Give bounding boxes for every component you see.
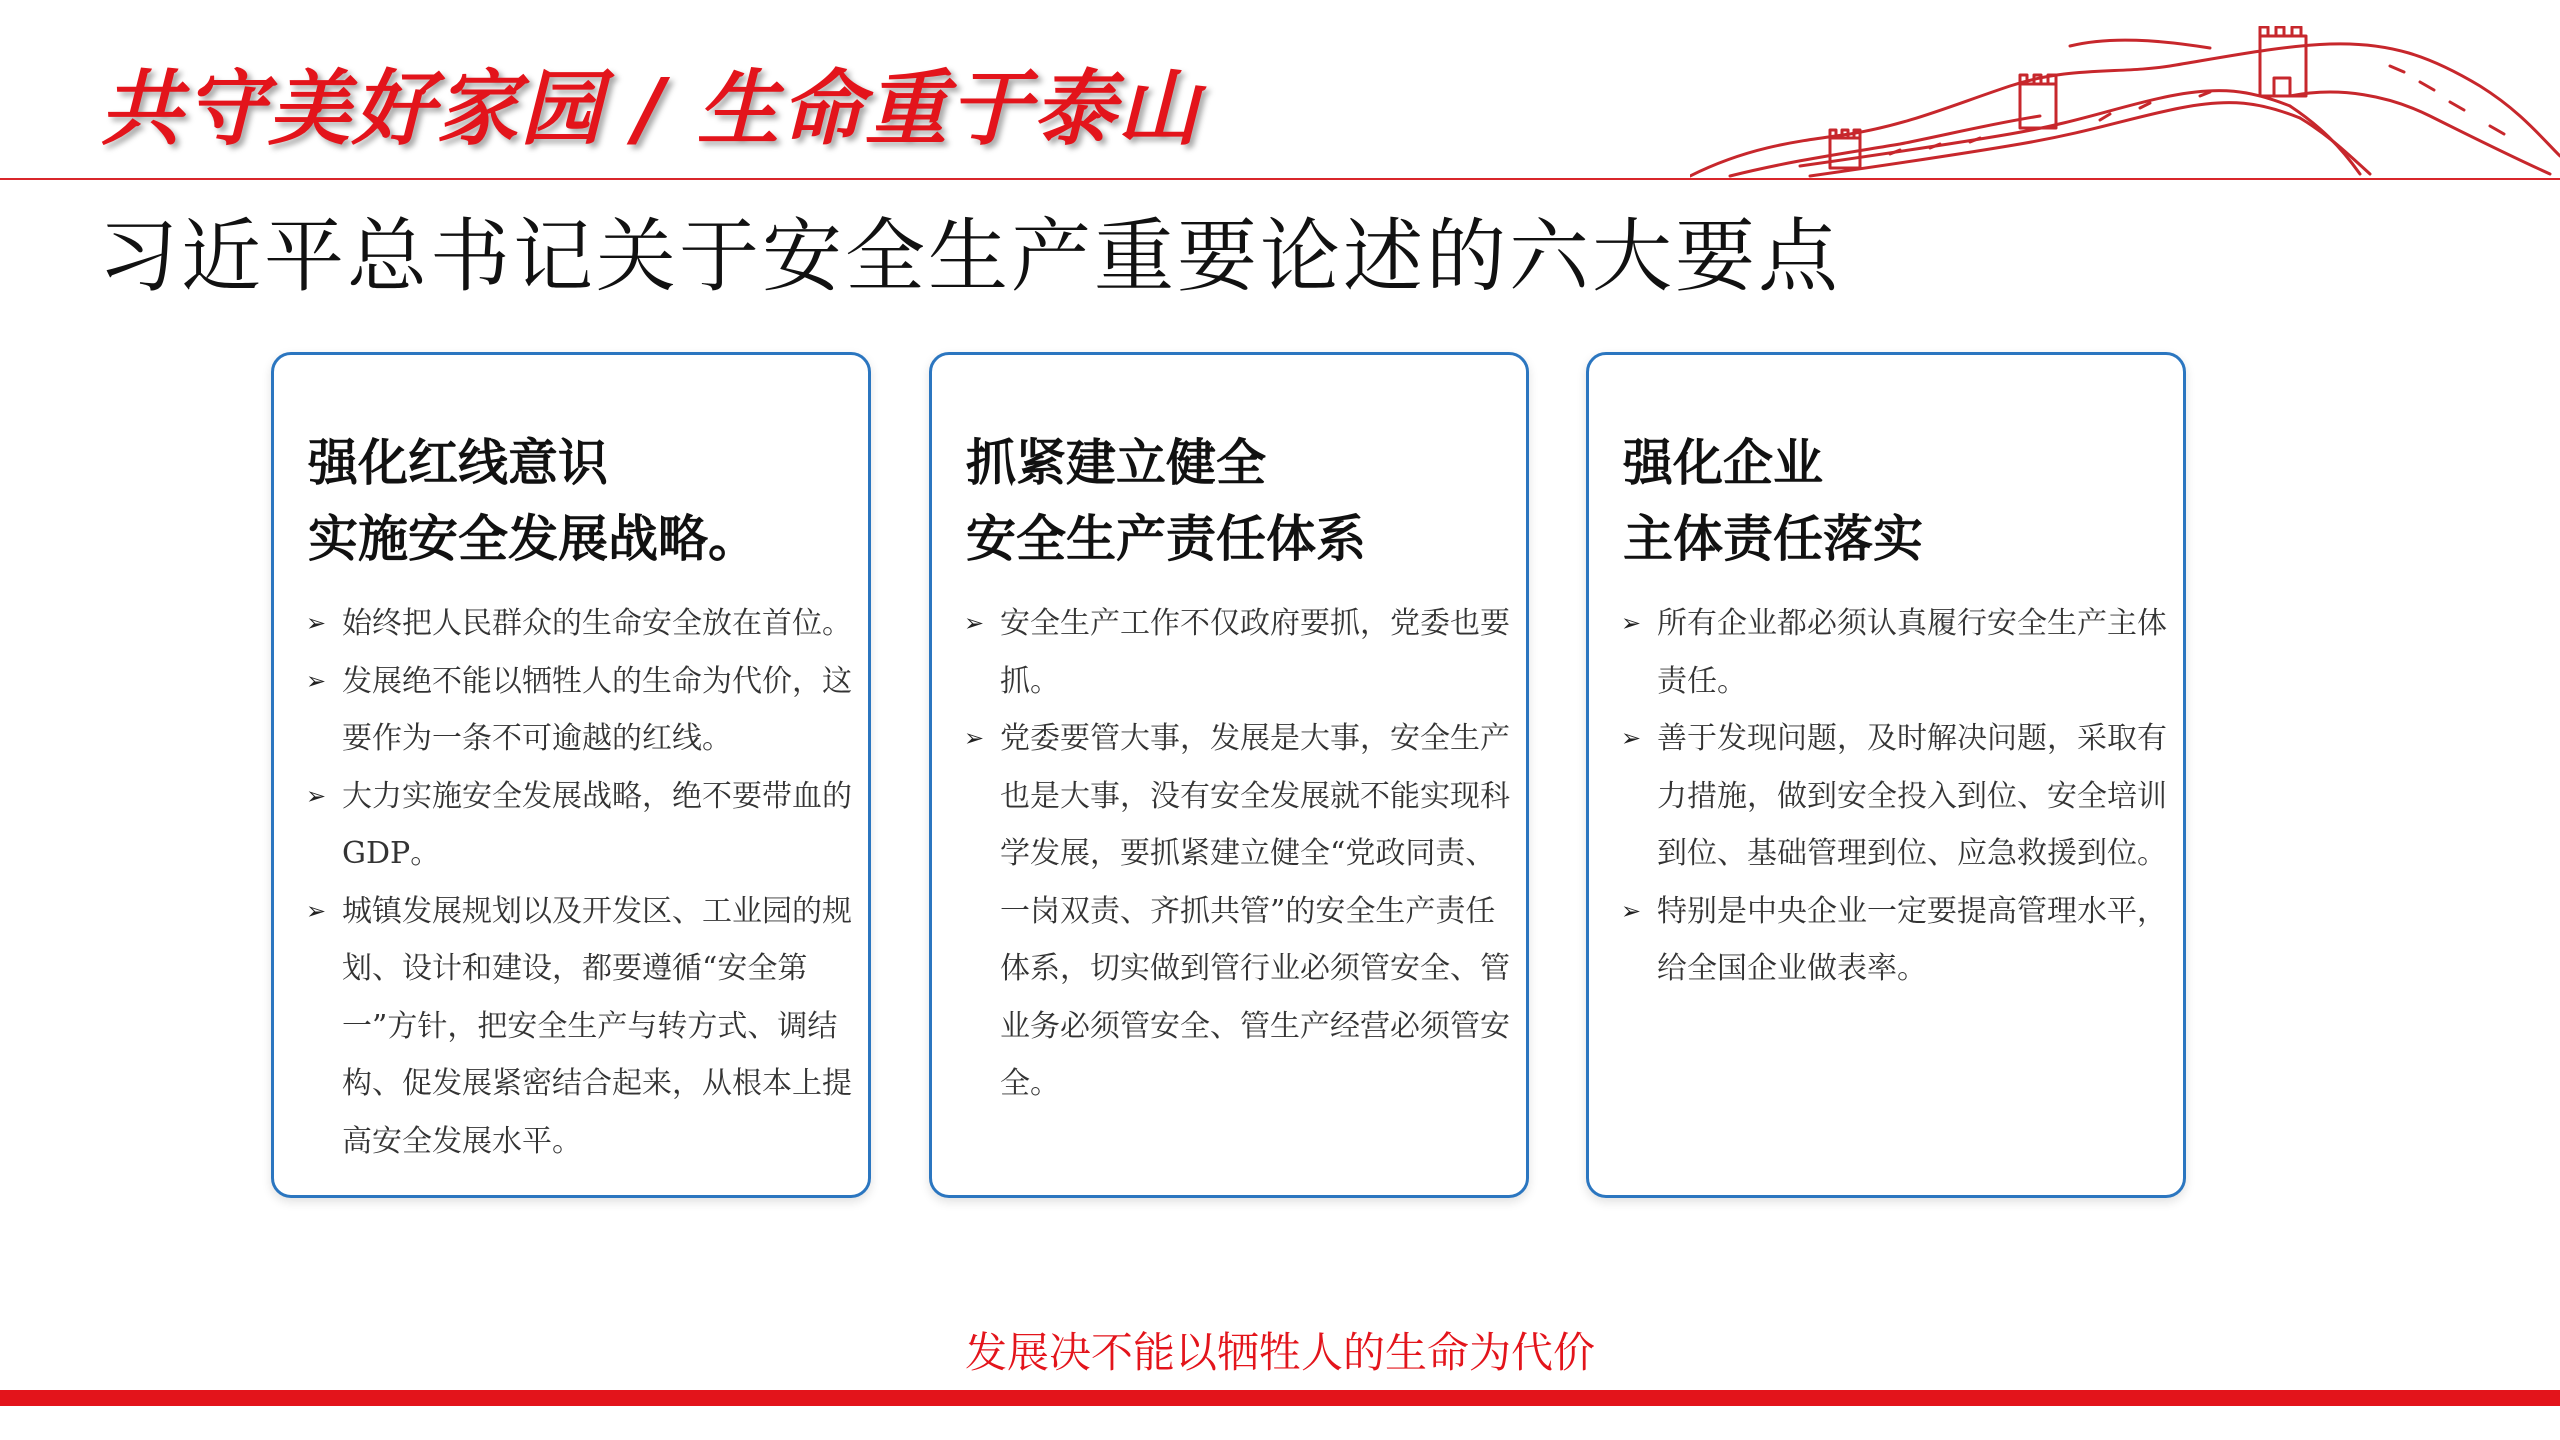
bullet-list — [1621, 595, 2181, 998]
arrowhead-bullet-icon: ➢ — [1621, 724, 1642, 752]
list-item — [1621, 710, 2181, 883]
list-item — [306, 883, 866, 1171]
list-item — [1621, 595, 2181, 710]
arrowhead-bullet-icon: ➢ — [1621, 609, 1642, 637]
arrowhead-bullet-icon: ➢ — [964, 724, 985, 752]
list-item — [306, 595, 866, 653]
bullet-text: 发展绝不能以牺牲人的生命为代价，这要作为一条不可逾越的红线。 — [342, 663, 852, 756]
card-heading — [966, 425, 1366, 577]
arrowhead-bullet-icon: ➢ — [306, 781, 327, 810]
card-heading — [1623, 425, 1923, 577]
footer-slogan: 发展决不能以牺牲人的生命为代价 — [964, 1328, 1595, 1377]
footer-bar — [0, 1390, 2560, 1406]
list-item — [306, 768, 866, 883]
arrowhead-bullet-icon: ➢ — [306, 896, 327, 925]
point-card-2 — [929, 352, 1529, 1198]
card-heading-line: 抓紧建立健全 — [966, 434, 1266, 492]
bullet-text: 特别是中央企业一定要提高管理水平，给全国企业做表率。 — [1657, 893, 2167, 986]
list-item — [306, 653, 866, 768]
point-card-1 — [271, 352, 871, 1198]
card-heading-line: 实施安全发展战略。 — [308, 510, 758, 568]
bullet-text: 善于发现问题，及时解决问题，采取有力措施，做到安全投入到位、安全培训到位、基础管理到位、应急救援到位。 — [1657, 721, 2167, 871]
bullet-text: 城镇发展规划以及开发区、工业园的规划、设计和建设，都要遵循“安全第一”方针，把安全生产与转方式、调结构、促发展紧密结合起来，从根本上提高安全发展水平。 — [342, 893, 852, 1159]
bullet-text: 大力实施安全发展战略，绝不要带血的GDP。 — [342, 778, 852, 871]
great-wall-icon — [1690, 26, 2560, 178]
card-heading-line: 强化红线意识 — [308, 434, 608, 492]
bullet-list — [964, 595, 1524, 1113]
arrowhead-bullet-icon: ➢ — [306, 609, 327, 637]
arrowhead-bullet-icon: ➢ — [306, 666, 327, 695]
card-heading — [308, 425, 758, 577]
card-heading-line: 安全生产责任体系 — [966, 510, 1366, 568]
bullet-text: 安全生产工作不仅政府要抓，党委也要抓。 — [1000, 606, 1510, 699]
bullet-list — [306, 595, 866, 1170]
card-heading-line: 强化企业 — [1623, 434, 1823, 492]
header-divider — [0, 178, 2560, 180]
point-card-3 — [1586, 352, 2186, 1198]
card-heading-line: 主体责任落实 — [1623, 510, 1923, 568]
bullet-text: 始终把人民群众的生命安全放在首位。 — [342, 606, 852, 641]
list-item — [964, 595, 1524, 710]
arrowhead-bullet-icon: ➢ — [1621, 896, 1642, 925]
bullet-text: 所有企业都必须认真履行安全生产主体责任。 — [1657, 606, 2167, 699]
arrowhead-bullet-icon: ➢ — [964, 609, 985, 637]
bullet-text: 党委要管大事，发展是大事，安全生产也是大事，没有安全发展就不能实现科学发展，要抓紧建立健全“党政同责、一岗双责、齐抓共管”的安全生产责任体系，切实做到管行业必须管安全、管业务必须管安全、管生产经营必须管安全。 — [1000, 721, 1510, 1101]
list-item — [964, 710, 1524, 1113]
banner-title: 共守美好家园 / 生命重于泰山 — [100, 62, 1202, 157]
page-title: 习近平总书记关于安全生产重要论述的六大要点 — [98, 210, 1841, 303]
list-item — [1621, 883, 2181, 998]
